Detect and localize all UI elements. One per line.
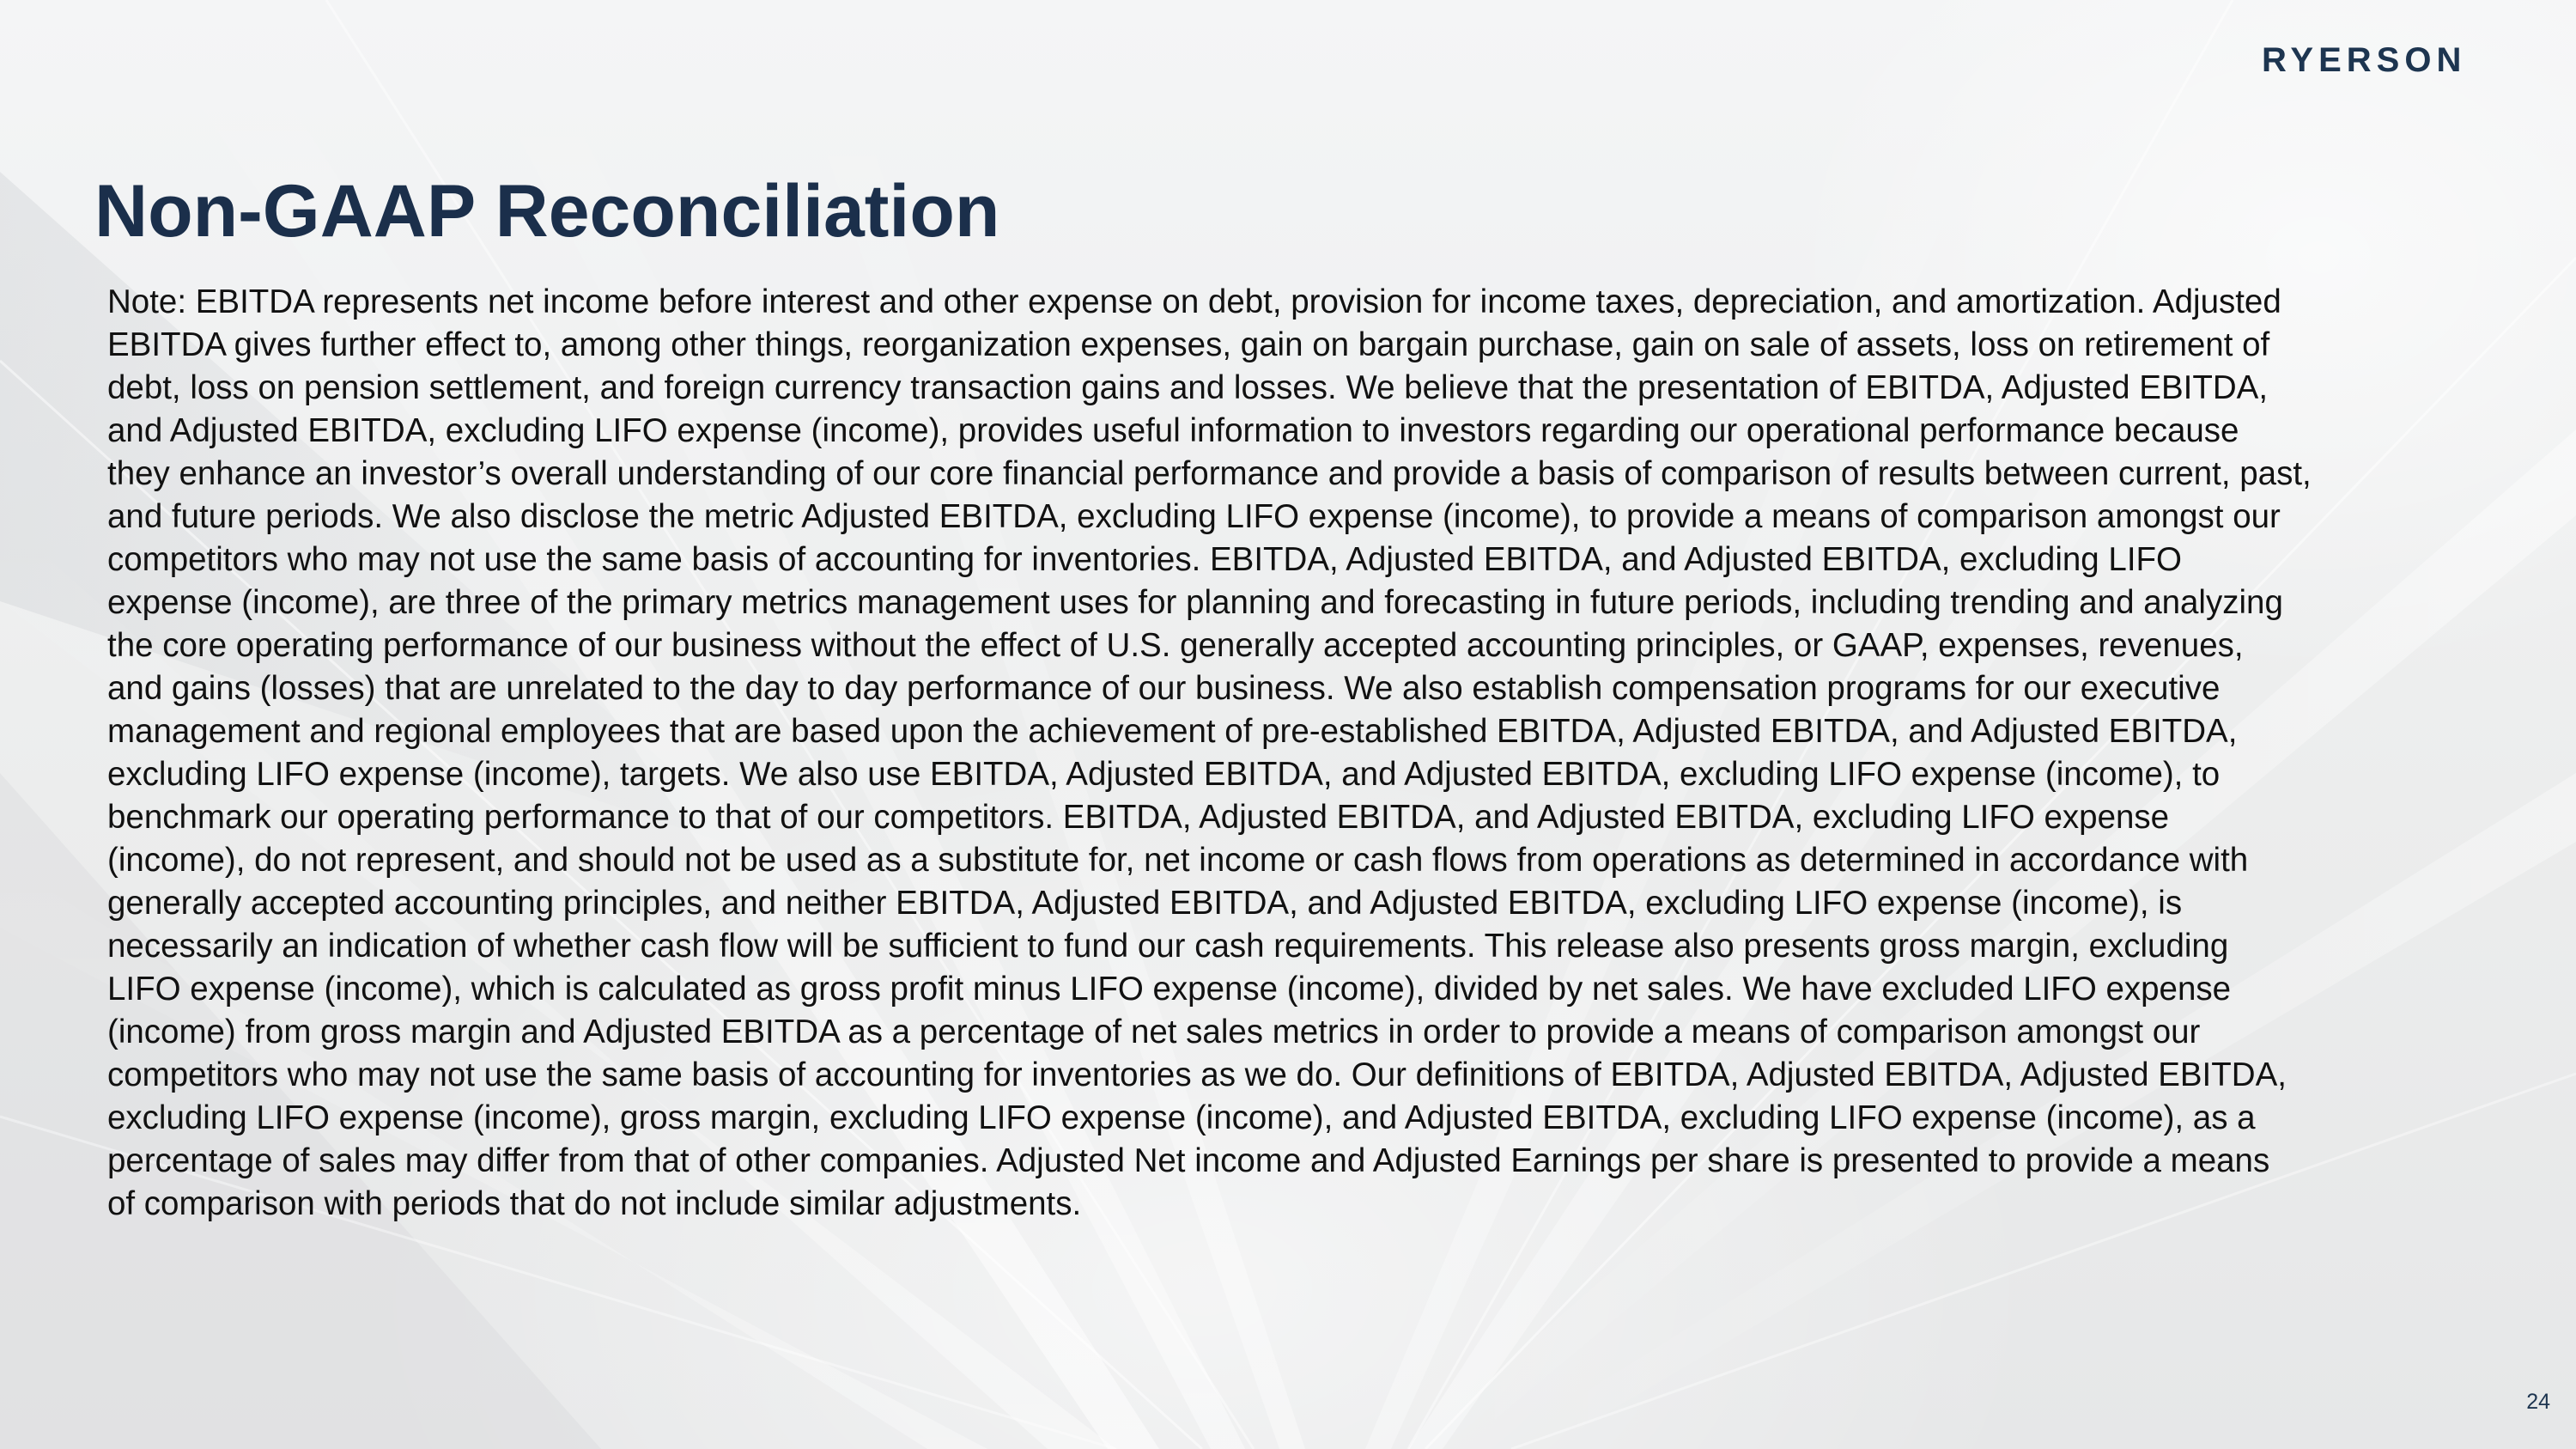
note-line: (income), do not represent, and should not be used as a substitute for, net income or cash flows from operations as determined in accordance with xyxy=(107,842,2249,879)
note-line: and Adjusted EBITDA, excluding LIFO expense (income), provides useful information to investors regarding our operational performance because xyxy=(107,412,2239,449)
note-line: excluding LIFO expense (income), targets. We also use EBITDA, Adjusted EBITDA, and Adjusted EBITDA, excluding LIFO expense (income), to xyxy=(107,756,2221,793)
note-line: they enhance an investor’s overall understanding of our core financial performance and provide a basis of comparison of results between current, past, xyxy=(107,455,2312,492)
page-number: 24 xyxy=(2526,1390,2550,1414)
note-line: percentage of sales may differ from that of other companies. Adjusted Net income and Adjusted Earnings per share is presented to provide a means xyxy=(107,1142,2270,1179)
note-line: excluding LIFO expense (income), gross margin, excluding LIFO expense (income), and Adjusted EBITDA, excluding LIFO expense (income), as a xyxy=(107,1099,2256,1136)
note-line: (income) from gross margin and Adjusted EBITDA as a percentage of net sales metrics in order to provide a means of comparison amongst our xyxy=(107,1014,2201,1050)
note-line: and future periods. We also disclose the metric Adjusted EBITDA, excluding LIFO expense (income), to provide a means of comparison amongst our xyxy=(107,498,2281,535)
note-line: management and regional employees that are based upon the achievement of pre-established EBITDA, Adjusted EBITDA, and Adjusted EBITDA, xyxy=(107,713,2238,750)
note-line: of comparison with periods that do not include similar adjustments. xyxy=(107,1185,1082,1222)
note-line: the core operating performance of our business without the effect of U.S. generally accepted accounting principles, or GAAP, expenses, revenues, xyxy=(107,627,2244,664)
page-title: Non-GAAP Reconciliation xyxy=(94,170,1000,253)
note-line: competitors who may not use the same basis of accounting for inventories as we do. Our definitions of EBITDA, Adjusted EBITDA, Adjusted EBITDA, xyxy=(107,1056,2287,1093)
ryerson-logo: RYERSON xyxy=(2262,41,2467,79)
note-line: debt, loss on pension settlement, and foreign currency transaction gains and losses. We believe that the presentation of EBITDA, Adjusted EBITDA, xyxy=(107,369,2269,406)
note-line: expense (income), are three of the primary metrics management uses for planning and forecasting in future periods, including trending and analyzing xyxy=(107,584,2283,621)
note-line: Note: EBITDA represents net income before interest and other expense on debt, provision for income taxes, depreciation, and amortization. Adjusted xyxy=(107,283,2281,320)
note-line: generally accepted accounting principles, and neither EBITDA, Adjusted EBITDA, and Adjusted EBITDA, excluding LIFO expense (income), is xyxy=(107,885,2183,922)
note-line: competitors who may not use the same basis of accounting for inventories. EBITDA, Adjusted EBITDA, and Adjusted EBITDA, excluding LIFO xyxy=(107,541,2182,578)
note-paragraph xyxy=(107,281,2494,1226)
note-line: LIFO expense (income), which is calculated as gross profit minus LIFO expense (income), divided by net sales. We have excluded LIFO expense xyxy=(107,971,2232,1008)
note-line: and gains (losses) that are unrelated to the day to day performance of our business. We also establish compensation programs for our executive xyxy=(107,670,2221,707)
note-line: necessarily an indication of whether cash flow will be sufficient to fund our cash requirements. This release also presents gross margin, excluding xyxy=(107,928,2229,965)
note-line: benchmark our operating performance to that of our competitors. EBITDA, Adjusted EBITDA, and Adjusted EBITDA, excluding LIFO expense xyxy=(107,799,2170,836)
note-line: EBITDA gives further effect to, among other things, reorganization expenses, gain on bargain purchase, gain on sale of assets, loss on retirement of xyxy=(107,326,2270,363)
